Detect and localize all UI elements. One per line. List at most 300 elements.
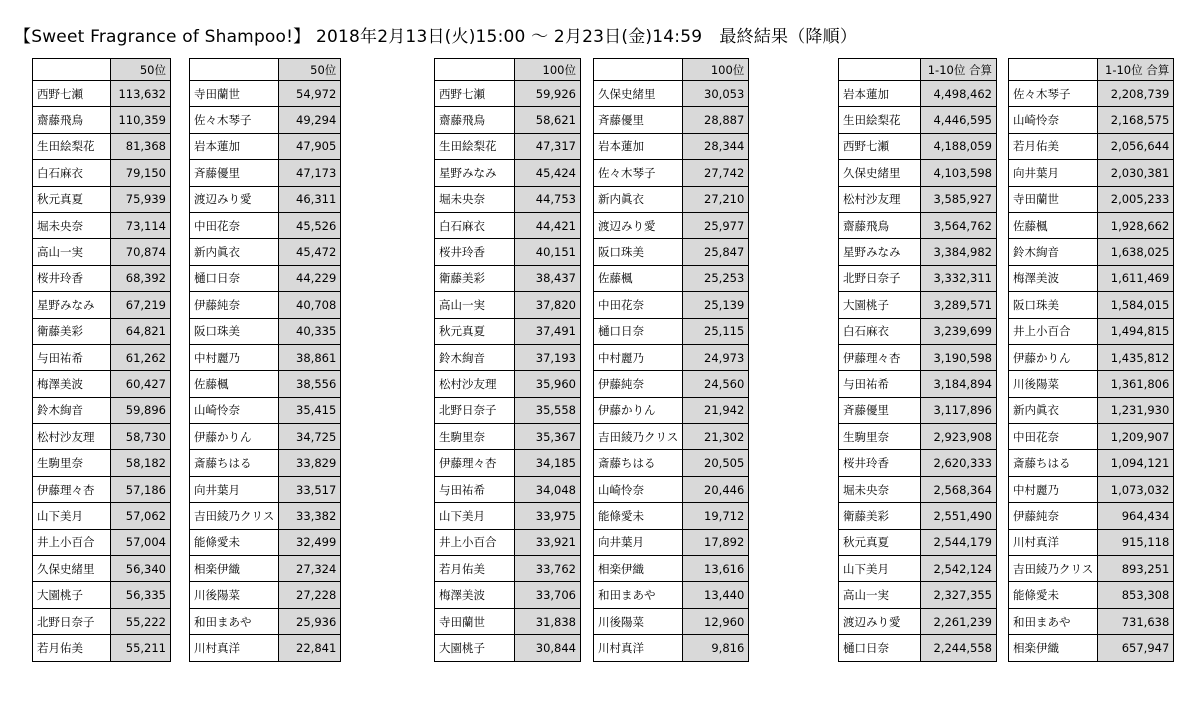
member-name: 斎藤ちはる bbox=[594, 450, 683, 476]
member-name: 星野みなみ bbox=[435, 160, 515, 186]
member-name: 寺田蘭世 bbox=[190, 81, 279, 107]
table-row bbox=[190, 529, 341, 555]
member-name: 佐藤楓 bbox=[594, 265, 683, 291]
column-header: 100位 bbox=[515, 59, 581, 81]
score-value: 3,190,598 bbox=[921, 344, 997, 370]
score-value: 58,730 bbox=[111, 424, 171, 450]
score-value: 1,073,032 bbox=[1098, 476, 1174, 502]
table-row bbox=[190, 292, 341, 318]
table-row bbox=[594, 265, 749, 291]
member-name: 中村麗乃 bbox=[190, 344, 279, 370]
score-value: 2,620,333 bbox=[921, 450, 997, 476]
score-value: 853,308 bbox=[1098, 582, 1174, 608]
member-name: 佐々木琴子 bbox=[1009, 81, 1098, 107]
score-value: 25,977 bbox=[683, 212, 749, 238]
score-value: 2,551,490 bbox=[921, 503, 997, 529]
member-name: 大園桃子 bbox=[839, 292, 921, 318]
table-row bbox=[839, 318, 997, 344]
member-name: 松村沙友理 bbox=[435, 371, 515, 397]
table-row bbox=[435, 556, 581, 582]
score-value: 2,542,124 bbox=[921, 556, 997, 582]
score-value: 25,139 bbox=[683, 292, 749, 318]
table-row bbox=[435, 107, 581, 133]
header-blank-cell bbox=[1009, 59, 1098, 81]
member-name: 久保史緒里 bbox=[594, 81, 683, 107]
table-row bbox=[1009, 186, 1174, 212]
score-value: 1,611,469 bbox=[1098, 265, 1174, 291]
table-row bbox=[594, 212, 749, 238]
member-name: 斉藤優里 bbox=[839, 397, 921, 423]
member-name: 生田絵梨花 bbox=[33, 133, 111, 159]
member-name: 生田絵梨花 bbox=[839, 107, 921, 133]
score-value: 38,861 bbox=[279, 344, 341, 370]
member-name: 松村沙友理 bbox=[839, 186, 921, 212]
score-value: 24,973 bbox=[683, 344, 749, 370]
table-row bbox=[1009, 582, 1174, 608]
member-name: 若月佑美 bbox=[435, 556, 515, 582]
table-row bbox=[1009, 81, 1174, 107]
member-name: 和田まあや bbox=[594, 582, 683, 608]
score-value: 1,494,815 bbox=[1098, 318, 1174, 344]
table-row bbox=[839, 450, 997, 476]
table-row bbox=[190, 186, 341, 212]
table-row bbox=[33, 397, 171, 423]
table-row bbox=[190, 81, 341, 107]
member-name: 伊藤理々杏 bbox=[435, 450, 515, 476]
member-name: 高山一実 bbox=[435, 292, 515, 318]
member-name: 伊藤純奈 bbox=[594, 371, 683, 397]
score-value: 44,421 bbox=[515, 212, 581, 238]
table-row bbox=[839, 476, 997, 502]
member-name: 佐藤楓 bbox=[190, 371, 279, 397]
table-row bbox=[33, 292, 171, 318]
score-value: 110,359 bbox=[111, 107, 171, 133]
member-name: 高山一実 bbox=[839, 582, 921, 608]
member-name: 川後陽菜 bbox=[594, 608, 683, 634]
member-name: 新内眞衣 bbox=[190, 239, 279, 265]
ranking-table-3 bbox=[434, 58, 581, 662]
score-value: 3,564,762 bbox=[921, 212, 997, 238]
table-row bbox=[33, 239, 171, 265]
table-row bbox=[1009, 397, 1174, 423]
table-row bbox=[1009, 292, 1174, 318]
column-header: 1-10位 合算 bbox=[1098, 59, 1174, 81]
table-row bbox=[594, 186, 749, 212]
member-name: 相楽伊織 bbox=[190, 556, 279, 582]
score-value: 1,209,907 bbox=[1098, 424, 1174, 450]
member-name: 星野みなみ bbox=[33, 292, 111, 318]
member-name: 生田絵梨花 bbox=[435, 133, 515, 159]
column-header: 50位 bbox=[111, 59, 171, 81]
table-row bbox=[594, 81, 749, 107]
member-name: 寺田蘭世 bbox=[1009, 186, 1098, 212]
table-row bbox=[190, 608, 341, 634]
score-value: 38,556 bbox=[279, 371, 341, 397]
member-name: 吉田綾乃クリス bbox=[190, 503, 279, 529]
table-row bbox=[190, 239, 341, 265]
score-value: 38,437 bbox=[515, 265, 581, 291]
member-name: 川村真洋 bbox=[594, 635, 683, 661]
member-name: 中村麗乃 bbox=[594, 344, 683, 370]
member-name: 白石麻衣 bbox=[435, 212, 515, 238]
table-row bbox=[435, 450, 581, 476]
member-name: 伊藤理々杏 bbox=[33, 476, 111, 502]
member-name: 大園桃子 bbox=[33, 582, 111, 608]
member-name: 能條愛未 bbox=[594, 503, 683, 529]
score-value: 56,335 bbox=[111, 582, 171, 608]
member-name: 西野七瀬 bbox=[839, 133, 921, 159]
table-row bbox=[33, 635, 171, 661]
score-value: 47,317 bbox=[515, 133, 581, 159]
member-name: 渡辺みり愛 bbox=[594, 212, 683, 238]
table-row bbox=[839, 371, 997, 397]
score-value: 25,936 bbox=[279, 608, 341, 634]
member-name: 生駒里奈 bbox=[435, 424, 515, 450]
member-name: 岩本蓮加 bbox=[190, 133, 279, 159]
score-value: 32,499 bbox=[279, 529, 341, 555]
member-name: 与田祐希 bbox=[33, 344, 111, 370]
member-name: 若月佑美 bbox=[1009, 133, 1098, 159]
member-name: 山崎怜奈 bbox=[1009, 107, 1098, 133]
member-name: 北野日奈子 bbox=[435, 397, 515, 423]
member-name: 星野みなみ bbox=[839, 239, 921, 265]
table-row bbox=[594, 582, 749, 608]
member-name: 伊藤かりん bbox=[190, 424, 279, 450]
member-name: 山下美月 bbox=[33, 503, 111, 529]
member-name: 桜井玲香 bbox=[839, 450, 921, 476]
table-row bbox=[1009, 503, 1174, 529]
member-name: 桜井玲香 bbox=[435, 239, 515, 265]
member-name: 伊藤純奈 bbox=[190, 292, 279, 318]
member-name: 向井葉月 bbox=[190, 476, 279, 502]
score-value: 33,762 bbox=[515, 556, 581, 582]
table-row bbox=[839, 265, 997, 291]
member-name: 樋口日奈 bbox=[190, 265, 279, 291]
table-row bbox=[839, 239, 997, 265]
table-row bbox=[190, 160, 341, 186]
table-row bbox=[1009, 450, 1174, 476]
member-name: 佐々木琴子 bbox=[190, 107, 279, 133]
score-value: 20,505 bbox=[683, 450, 749, 476]
score-value: 4,498,462 bbox=[921, 81, 997, 107]
score-value: 21,942 bbox=[683, 397, 749, 423]
table-row bbox=[435, 212, 581, 238]
table-row bbox=[435, 186, 581, 212]
table-row bbox=[190, 133, 341, 159]
member-name: 桜井玲香 bbox=[33, 265, 111, 291]
score-value: 54,972 bbox=[279, 81, 341, 107]
score-value: 75,939 bbox=[111, 186, 171, 212]
member-name: 衛藤美彩 bbox=[839, 503, 921, 529]
score-value: 59,896 bbox=[111, 397, 171, 423]
score-value: 45,424 bbox=[515, 160, 581, 186]
member-name: 久保史緒里 bbox=[839, 160, 921, 186]
score-value: 2,327,355 bbox=[921, 582, 997, 608]
score-value: 45,472 bbox=[279, 239, 341, 265]
member-name: 能條愛未 bbox=[1009, 582, 1098, 608]
score-value: 1,928,662 bbox=[1098, 212, 1174, 238]
table-row bbox=[594, 450, 749, 476]
table-row bbox=[839, 186, 997, 212]
score-value: 30,053 bbox=[683, 81, 749, 107]
table-row bbox=[190, 371, 341, 397]
member-name: 生駒里奈 bbox=[33, 450, 111, 476]
table-row bbox=[190, 503, 341, 529]
member-name: 斎藤ちはる bbox=[1009, 450, 1098, 476]
score-value: 2,923,908 bbox=[921, 424, 997, 450]
table-row bbox=[1009, 107, 1174, 133]
score-value: 2,544,179 bbox=[921, 529, 997, 555]
score-value: 1,094,121 bbox=[1098, 450, 1174, 476]
table-row bbox=[839, 292, 997, 318]
table-row bbox=[33, 133, 171, 159]
member-name: 衛藤美彩 bbox=[33, 318, 111, 344]
table-row bbox=[435, 318, 581, 344]
table-header-row bbox=[594, 59, 749, 81]
member-name: 吉田綾乃クリス bbox=[1009, 556, 1098, 582]
table-row bbox=[594, 371, 749, 397]
table-row bbox=[190, 344, 341, 370]
score-value: 30,844 bbox=[515, 635, 581, 661]
score-value: 3,332,311 bbox=[921, 265, 997, 291]
table-row bbox=[594, 635, 749, 661]
score-value: 1,584,015 bbox=[1098, 292, 1174, 318]
table-row bbox=[435, 344, 581, 370]
table-row bbox=[594, 529, 749, 555]
score-value: 893,251 bbox=[1098, 556, 1174, 582]
table-row bbox=[839, 556, 997, 582]
score-value: 47,905 bbox=[279, 133, 341, 159]
table-row bbox=[435, 292, 581, 318]
score-value: 19,712 bbox=[683, 503, 749, 529]
table-row bbox=[1009, 635, 1174, 661]
score-value: 2,208,739 bbox=[1098, 81, 1174, 107]
score-value: 27,210 bbox=[683, 186, 749, 212]
table-row bbox=[435, 160, 581, 186]
table-row bbox=[839, 608, 997, 634]
table-row bbox=[594, 160, 749, 186]
score-value: 12,960 bbox=[683, 608, 749, 634]
table-row bbox=[435, 397, 581, 423]
score-value: 3,384,982 bbox=[921, 239, 997, 265]
score-value: 44,753 bbox=[515, 186, 581, 212]
table-row bbox=[190, 450, 341, 476]
member-name: 山下美月 bbox=[839, 556, 921, 582]
score-value: 60,427 bbox=[111, 371, 171, 397]
score-value: 13,440 bbox=[683, 582, 749, 608]
table-row bbox=[1009, 160, 1174, 186]
table-row bbox=[33, 81, 171, 107]
score-value: 22,841 bbox=[279, 635, 341, 661]
member-name: 中田花奈 bbox=[190, 212, 279, 238]
member-name: 梅澤美波 bbox=[33, 371, 111, 397]
table-row bbox=[594, 239, 749, 265]
table-row bbox=[1009, 318, 1174, 344]
score-value: 1,361,806 bbox=[1098, 371, 1174, 397]
member-name: 生駒里奈 bbox=[839, 424, 921, 450]
member-name: 秋元真夏 bbox=[33, 186, 111, 212]
member-name: 岩本蓮加 bbox=[839, 81, 921, 107]
member-name: 秋元真夏 bbox=[839, 529, 921, 555]
member-name: 佐藤楓 bbox=[1009, 212, 1098, 238]
table-row bbox=[839, 635, 997, 661]
score-value: 17,892 bbox=[683, 529, 749, 555]
score-value: 657,947 bbox=[1098, 635, 1174, 661]
member-name: 中田花奈 bbox=[594, 292, 683, 318]
table-row bbox=[33, 608, 171, 634]
table-header-row bbox=[33, 59, 171, 81]
score-value: 33,829 bbox=[279, 450, 341, 476]
table-row bbox=[435, 265, 581, 291]
table-row bbox=[33, 318, 171, 344]
member-name: 和田まあや bbox=[1009, 608, 1098, 634]
score-value: 33,921 bbox=[515, 529, 581, 555]
score-value: 915,118 bbox=[1098, 529, 1174, 555]
table-row bbox=[435, 529, 581, 555]
score-value: 47,173 bbox=[279, 160, 341, 186]
member-name: 衛藤美彩 bbox=[435, 265, 515, 291]
table-row bbox=[839, 344, 997, 370]
score-value: 2,005,233 bbox=[1098, 186, 1174, 212]
score-value: 58,621 bbox=[515, 107, 581, 133]
table-row bbox=[594, 424, 749, 450]
score-value: 3,289,571 bbox=[921, 292, 997, 318]
score-value: 56,340 bbox=[111, 556, 171, 582]
table-row bbox=[435, 239, 581, 265]
score-value: 33,975 bbox=[515, 503, 581, 529]
table-row bbox=[594, 292, 749, 318]
member-name: 樋口日奈 bbox=[594, 318, 683, 344]
score-value: 31,838 bbox=[515, 608, 581, 634]
score-value: 2,056,644 bbox=[1098, 133, 1174, 159]
member-name: 与田祐希 bbox=[435, 476, 515, 502]
score-value: 64,821 bbox=[111, 318, 171, 344]
table-row bbox=[839, 107, 997, 133]
member-name: 高山一実 bbox=[33, 239, 111, 265]
score-value: 45,526 bbox=[279, 212, 341, 238]
table-row bbox=[839, 529, 997, 555]
score-value: 46,311 bbox=[279, 186, 341, 212]
member-name: 阪口珠美 bbox=[1009, 292, 1098, 318]
table-row bbox=[190, 635, 341, 661]
score-value: 73,114 bbox=[111, 212, 171, 238]
table-row bbox=[190, 318, 341, 344]
ranking-table-4 bbox=[593, 58, 749, 662]
score-value: 34,048 bbox=[515, 476, 581, 502]
score-value: 25,847 bbox=[683, 239, 749, 265]
score-value: 55,211 bbox=[111, 635, 171, 661]
member-name: 新内眞衣 bbox=[594, 186, 683, 212]
member-name: 川後陽菜 bbox=[190, 582, 279, 608]
score-value: 3,117,896 bbox=[921, 397, 997, 423]
table-row bbox=[190, 107, 341, 133]
member-name: 堀未央奈 bbox=[33, 212, 111, 238]
table-row bbox=[33, 344, 171, 370]
table-row bbox=[190, 582, 341, 608]
score-value: 55,222 bbox=[111, 608, 171, 634]
header-blank-cell bbox=[435, 59, 515, 81]
table-row bbox=[594, 318, 749, 344]
column-header: 1-10位 合算 bbox=[921, 59, 997, 81]
table-row bbox=[33, 582, 171, 608]
table-row bbox=[33, 529, 171, 555]
score-value: 57,004 bbox=[111, 529, 171, 555]
member-name: 西野七瀬 bbox=[435, 81, 515, 107]
member-name: 久保史緒里 bbox=[33, 556, 111, 582]
table-row bbox=[594, 503, 749, 529]
score-value: 2,261,239 bbox=[921, 608, 997, 634]
member-name: 白石麻衣 bbox=[33, 160, 111, 186]
table-row bbox=[1009, 265, 1174, 291]
table-row bbox=[594, 344, 749, 370]
member-name: 斉藤優里 bbox=[594, 107, 683, 133]
member-name: 中村麗乃 bbox=[1009, 476, 1098, 502]
member-name: 佐々木琴子 bbox=[594, 160, 683, 186]
ranking-table-5 bbox=[838, 58, 997, 662]
table-row bbox=[190, 397, 341, 423]
score-value: 79,150 bbox=[111, 160, 171, 186]
table-row bbox=[435, 476, 581, 502]
score-value: 67,219 bbox=[111, 292, 171, 318]
member-name: 堀未央奈 bbox=[435, 186, 515, 212]
score-value: 34,185 bbox=[515, 450, 581, 476]
table-header-row bbox=[190, 59, 341, 81]
member-name: 井上小百合 bbox=[435, 529, 515, 555]
score-value: 24,560 bbox=[683, 371, 749, 397]
score-value: 44,229 bbox=[279, 265, 341, 291]
score-value: 3,585,927 bbox=[921, 186, 997, 212]
member-name: 北野日奈子 bbox=[33, 608, 111, 634]
member-name: 斎藤ちはる bbox=[190, 450, 279, 476]
score-value: 35,558 bbox=[515, 397, 581, 423]
table-row bbox=[594, 556, 749, 582]
table-row bbox=[33, 503, 171, 529]
member-name: 伊藤かりん bbox=[594, 397, 683, 423]
table-row bbox=[839, 424, 997, 450]
member-name: 西野七瀬 bbox=[33, 81, 111, 107]
table-row bbox=[594, 397, 749, 423]
member-name: 向井葉月 bbox=[594, 529, 683, 555]
score-value: 1,231,930 bbox=[1098, 397, 1174, 423]
table-row bbox=[435, 371, 581, 397]
column-header: 50位 bbox=[279, 59, 341, 81]
score-value: 2,030,381 bbox=[1098, 160, 1174, 186]
member-name: 山下美月 bbox=[435, 503, 515, 529]
table-row bbox=[1009, 133, 1174, 159]
member-name: 阪口珠美 bbox=[594, 239, 683, 265]
member-name: 堀未央奈 bbox=[839, 476, 921, 502]
score-value: 33,517 bbox=[279, 476, 341, 502]
member-name: 川後陽菜 bbox=[1009, 371, 1098, 397]
table-row bbox=[839, 503, 997, 529]
header-blank-cell bbox=[33, 59, 111, 81]
member-name: 相楽伊織 bbox=[1009, 635, 1098, 661]
score-value: 27,324 bbox=[279, 556, 341, 582]
member-name: 伊藤かりん bbox=[1009, 344, 1098, 370]
column-header: 100位 bbox=[683, 59, 749, 81]
score-value: 21,302 bbox=[683, 424, 749, 450]
ranking-table-6 bbox=[1008, 58, 1174, 662]
score-value: 4,103,598 bbox=[921, 160, 997, 186]
page-title: 【Sweet Fragrance of Shampoo!】 2018年2月13日(火)15:00 ～ 2月23日(金)14:59 最終結果（降順） bbox=[14, 27, 858, 47]
score-value: 37,820 bbox=[515, 292, 581, 318]
score-value: 25,253 bbox=[683, 265, 749, 291]
ranking-table-1 bbox=[32, 58, 171, 662]
table-row bbox=[33, 371, 171, 397]
table-row bbox=[33, 186, 171, 212]
member-name: 中田花奈 bbox=[1009, 424, 1098, 450]
table-row bbox=[435, 503, 581, 529]
